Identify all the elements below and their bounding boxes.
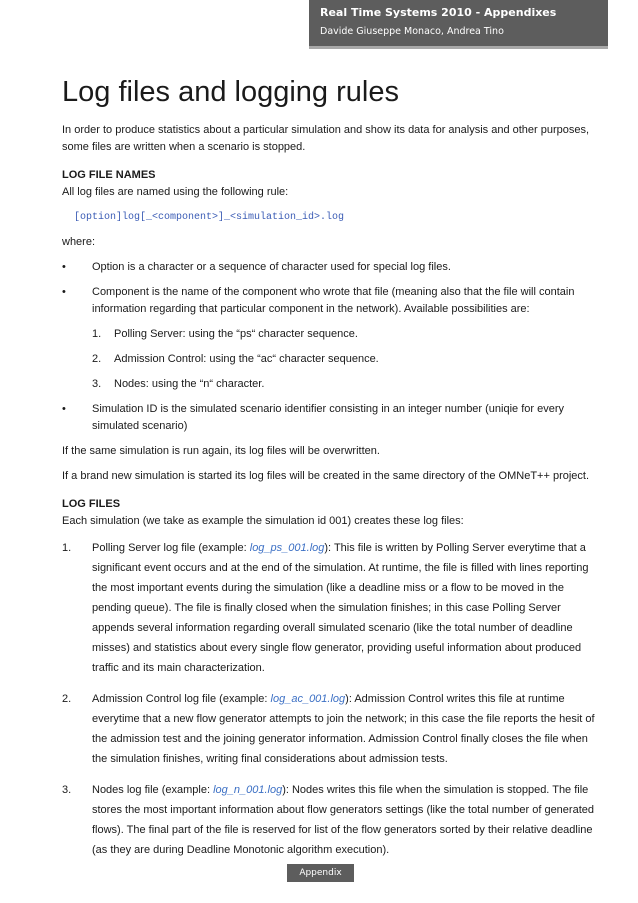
page-body: [62, 74, 604, 871]
item-text-pre: Admission Control log file (example:: [92, 693, 271, 705]
overwrite-note: If the same simulation is run again, its log files will be overwritten.: [62, 445, 380, 457]
log-files-list: [62, 538, 604, 860]
bullet-marker: •: [62, 286, 66, 298]
running-header: [309, 0, 608, 46]
footer-label: Appendix: [287, 864, 354, 882]
example-filename-link[interactable]: log_ac_001.log: [270, 693, 346, 705]
list-item: [62, 689, 604, 769]
component-options-list: [92, 326, 604, 393]
number-marker: 1.: [62, 542, 72, 554]
header-authors: Davide Giuseppe Monaco, Andrea Tino: [320, 26, 504, 37]
section-heading-log-file-names: LOG FILE NAMES: [62, 169, 156, 181]
number-marker: 1.: [92, 328, 102, 340]
item-text-pre: Nodes log file (example:: [92, 784, 214, 796]
list-item: [92, 376, 604, 393]
example-filename-link[interactable]: log_n_001.log: [213, 784, 283, 796]
page-title: Log files and logging rules: [62, 76, 399, 108]
naming-parts-list: [62, 259, 604, 435]
list-item: [62, 780, 604, 860]
list-item: [62, 284, 604, 393]
where-label: where:: [62, 236, 96, 248]
bullet-text: Option is a character or a sequence of character used for special log files.: [92, 261, 451, 273]
log-files-intro: Each simulation (we take as example the simulation id 001) creates these log files:: [62, 515, 464, 527]
list-item: [92, 351, 604, 368]
option-text: Nodes: using the “n“ character.: [114, 378, 265, 390]
header-divider: [309, 46, 608, 49]
bullet-marker: •: [62, 403, 66, 415]
bullet-text: Simulation ID is the simulated scenario identifier consisting in an integer number (uniqie for every simulated scenario): [92, 403, 565, 432]
option-text: Admission Control: using the “ac“ character sequence.: [114, 353, 379, 365]
bullet-text: Component is the name of the component who wrote that file (meaning also that the file will contain information regarding that particular component in the network). Available possibilities are:: [92, 286, 575, 315]
list-item: [62, 259, 604, 276]
number-marker: 3.: [92, 378, 102, 390]
directory-note: If a brand new simulation is started its log files will be created in the same directory of the OMNeT++ project.: [62, 470, 590, 482]
header-title: Real Time Systems 2010 - Appendixes: [320, 6, 557, 19]
section-heading-log-files: LOG FILES: [62, 498, 121, 510]
naming-rule-intro: All log files are named using the following rule:: [62, 186, 289, 198]
bullet-marker: •: [62, 261, 66, 273]
list-item: [62, 401, 604, 435]
number-marker: 3.: [62, 784, 72, 796]
item-text-pre: Polling Server log file (example:: [92, 542, 250, 554]
number-marker: 2.: [92, 353, 102, 365]
item-text-post: ): Nodes writes this file when the simulation is stopped. The file stores the most important information about flow generators settings (like the total number of generated flows). The final part of the file is reserved for list of the flow generators sorted by their relative deadline (as they are during Deadline Monotonic algorithm execution).: [92, 784, 594, 856]
number-marker: 2.: [62, 693, 72, 705]
list-item: [62, 538, 604, 678]
example-filename-link[interactable]: log_ps_001.log: [249, 542, 325, 554]
item-text-post: ): This file is written by Polling Server everytime that a significant event occurs and at the end of the simulation. At runtime, the file is filled with lines reporting the most important events during the simulation (like a deadline miss or a flow to be moved in the pending queue). The file is finally closed when the simulation finishes; in this case Polling Server appends several information regarding overall simulated scenario (like the total number of deadline misses) and statistics about every single flow generator, providing useful information about produced traffic and its main characterization.: [92, 542, 589, 674]
intro-paragraph: In order to produce statistics about a particular simulation and show its data for analysis and other purposes, some files are written when a scenario is stopped.: [62, 124, 590, 153]
item-text-post: ): Admission Control writes this file at runtime everytime that a new flow generator attempts to join the network; in this case the file reports the hesit of the admission test and the joining generator information. Admission Control finally closes the file when the simulation finishes, writing final considerations about admission tests.: [92, 693, 595, 765]
naming-rule-code: [option]log[_<component>]_<simulation_id>.log: [74, 212, 345, 223]
option-text: Polling Server: using the “ps“ character sequence.: [114, 328, 358, 340]
list-item: [92, 326, 604, 343]
